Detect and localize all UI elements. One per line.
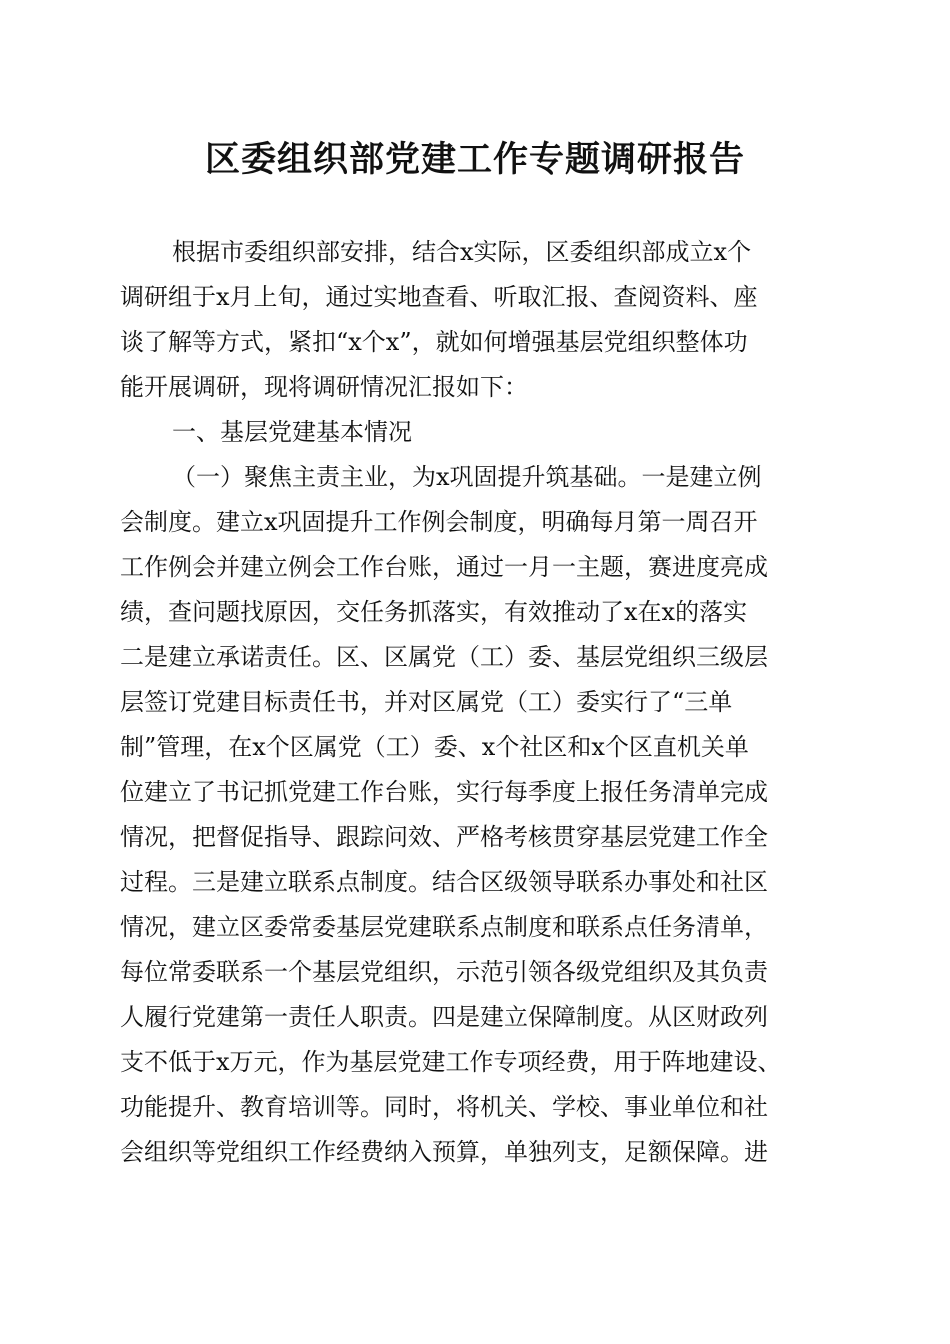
text-line: 情况，把督促指导、跟踪问效、严格考核贯穿基层党建工作全 (120, 823, 768, 851)
section-heading: 一、基层党建基本情况 (172, 418, 412, 446)
text-line: 工作例会并建立例会工作台账，通过一月一主题，赛进度亮成 (120, 553, 768, 581)
text-line: 会组织等党组织工作经费纳入预算，单独列支，足额保障。进 (120, 1138, 768, 1166)
text-line: 能开展调研，现将调研情况汇报如下： (120, 373, 528, 401)
text-line: 功能提升、教育培训等。同时，将机关、学校、事业单位和社 (120, 1093, 768, 1121)
text-line: 绩，查问题找原因，交任务抓落实，有效推动了x在x的落实 (120, 598, 748, 626)
text-line: 过程。三是建立联系点制度。结合区级领导联系办事处和社区 (120, 868, 768, 896)
document-body (120, 230, 840, 1175)
text-line: 支不低于x万元，作为基层党建工作专项经费，用于阵地建设、 (120, 1048, 782, 1076)
text-line: （一）聚焦主责主业，为x巩固提升筑基础。一是建立例 (172, 463, 762, 491)
text-line: 谈了解等方式，紧扣“x个x”，就如何增强基层党组织整体功 (120, 328, 748, 356)
text-line: 每位常委联系一个基层党组织，示范引领各级党组织及其负责 (120, 958, 768, 986)
text-line: 根据市委组织部安排，结合x实际，区委组织部成立x个 (172, 238, 752, 266)
text-line: 情况，建立区委常委基层党建联系点制度和联系点任务清单， (120, 913, 768, 941)
text-line: 制”管理，在x个区属党（工）委、x个社区和x个区直机关单 (120, 733, 749, 761)
text-line: 人履行党建第一责任人职责。四是建立保障制度。从区财政列 (120, 1003, 768, 1031)
document-title: 区委组织部党建工作专题调研报告 (204, 139, 745, 180)
text-line: 层签订党建目标责任书，并对区属党（工）委实行了“三单 (120, 688, 733, 716)
text-line: 会制度。建立x巩固提升工作例会制度，明确每月第一周召开 (120, 508, 758, 536)
text-line: 二是建立承诺责任。区、区属党（工）委、基层党组织三级层 (120, 643, 768, 671)
text-line: 位建立了书记抓党建工作台账，实行每季度上报任务清单完成 (120, 778, 768, 806)
text-line: 调研组于x月上旬，通过实地查看、听取汇报、查阅资料、座 (120, 283, 758, 311)
